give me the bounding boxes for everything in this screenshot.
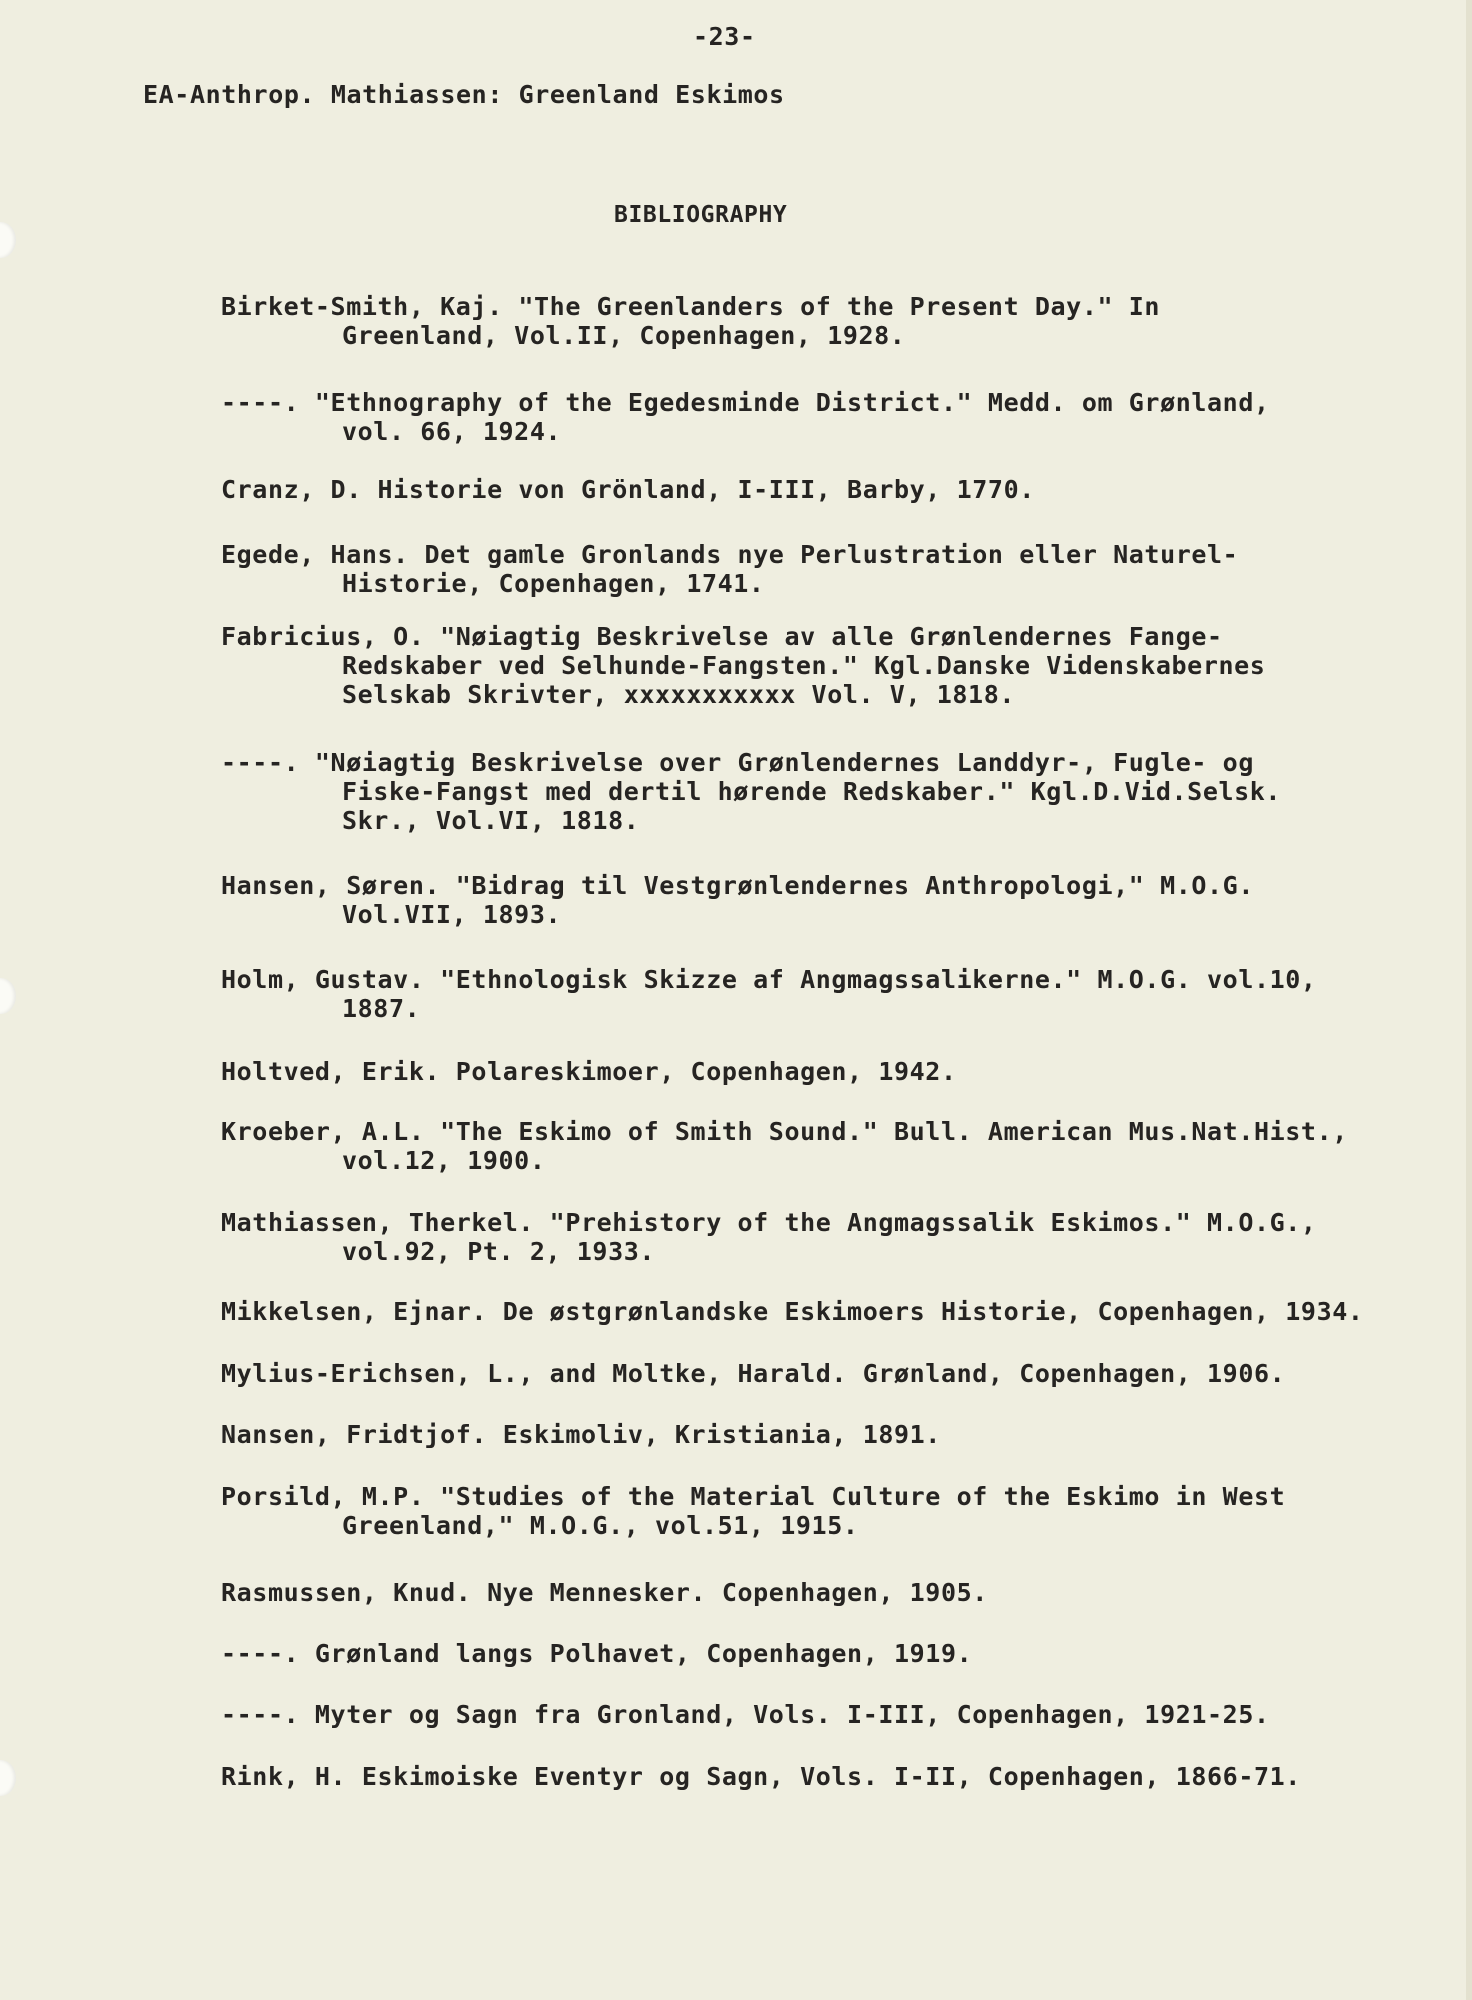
entry-text-line: Hansen, Søren. "Bidrag til Vestgrønlendernes Anthropologi," M.O.G. bbox=[221, 871, 1254, 900]
entry-text-line: vol. 66, 1924. bbox=[342, 417, 562, 446]
entry-text-line: Cranz, D. Historie von Grönland, I-III, Barby, 1770. bbox=[221, 475, 1035, 504]
entry-text-line: Redskaber ved Selhunde-Fangsten." Kgl.Danske Videnskabernes bbox=[342, 651, 1266, 680]
entry-text-line: vol.92, Pt. 2, 1933. bbox=[342, 1237, 656, 1266]
entry-text-line: Birket-Smith, Kaj. "The Greenlanders of the Present Day." In bbox=[221, 292, 1161, 321]
entry-text-line: ----. "Nøiagtig Beskrivelse over Grønlendernes Landdyr-, Fugle- og bbox=[221, 748, 1254, 777]
entry-text-line: ----. "Ethnography of the Egedesminde District." Medd. om Grønland, bbox=[221, 388, 1270, 417]
page-number: -23- bbox=[693, 22, 756, 51]
entry-text-line: Fiske-Fangst med dertil hørende Redskaber." Kgl.D.Vid.Selsk. bbox=[342, 777, 1282, 806]
entry-text-line: Egede, Hans. Det gamle Gronlands nye Perlustration eller Naturel- bbox=[221, 540, 1239, 569]
entry-text-line: Mikkelsen, Ejnar. De østgrønlandske Eskimoers Historie, Copenhagen, 1934. bbox=[221, 1297, 1364, 1326]
entry-text-line: Porsild, M.P. "Studies of the Material Culture of the Eskimo in West bbox=[221, 1482, 1286, 1511]
entry-text-line: Holm, Gustav. "Ethnologisk Skizze af Angmagssalikerne." M.O.G. vol.10, bbox=[221, 965, 1317, 994]
entry-text-line: Rasmussen, Knud. Nye Mennesker. Copenhagen, 1905. bbox=[221, 1578, 988, 1607]
section-title: BIBLIOGRAPHY bbox=[614, 202, 788, 228]
entry-text-line: Mathiassen, Therkel. "Prehistory of the Angmagssalik Eskimos." M.O.G., bbox=[221, 1208, 1317, 1237]
entry-text-line: vol.12, 1900. bbox=[342, 1146, 546, 1175]
entry-text-line: Rink, H. Eskimoiske Eventyr og Sagn, Vols. I-II, Copenhagen, 1866-71. bbox=[221, 1762, 1301, 1791]
entry-text-line: Nansen, Fridtjof. Eskimoliv, Kristiania, 1891. bbox=[221, 1420, 941, 1449]
entry-text-line: Skr., Vol.VI, 1818. bbox=[342, 806, 640, 835]
running-head: EA-Anthrop. Mathiassen: Greenland Eskimos bbox=[143, 80, 785, 109]
entry-text-line: Vol.VII, 1893. bbox=[342, 900, 562, 929]
entry-text-line: Kroeber, A.L. "The Eskimo of Smith Sound." Bull. American Mus.Nat.Hist., bbox=[221, 1117, 1348, 1146]
entry-text-line: Selskab Skrivter, xxxxxxxxxxx Vol. V, 1818. bbox=[342, 680, 1016, 709]
entry-text-line: Historie, Copenhagen, 1741. bbox=[342, 569, 765, 598]
entry-text-line: ----. Myter og Sagn fra Gronland, Vols. I-III, Copenhagen, 1921-25. bbox=[221, 1700, 1270, 1729]
entry-text-line: Greenland," M.O.G., vol.51, 1915. bbox=[342, 1511, 859, 1540]
entry-text-line: Holtved, Erik. Polareskimoer, Copenhagen, 1942. bbox=[221, 1057, 957, 1086]
entry-text-line: Greenland, Vol.II, Copenhagen, 1928. bbox=[342, 321, 906, 350]
entry-text-line: Fabricius, O. "Nøiagtig Beskrivelse av alle Grønlendernes Fange- bbox=[221, 622, 1223, 651]
entry-text-line: 1887. bbox=[342, 994, 421, 1023]
entry-text-line: Mylius-Erichsen, L., and Moltke, Harald. Grønland, Copenhagen, 1906. bbox=[221, 1359, 1286, 1388]
entry-text-line: ----. Grønland langs Polhavet, Copenhagen, 1919. bbox=[221, 1639, 973, 1668]
